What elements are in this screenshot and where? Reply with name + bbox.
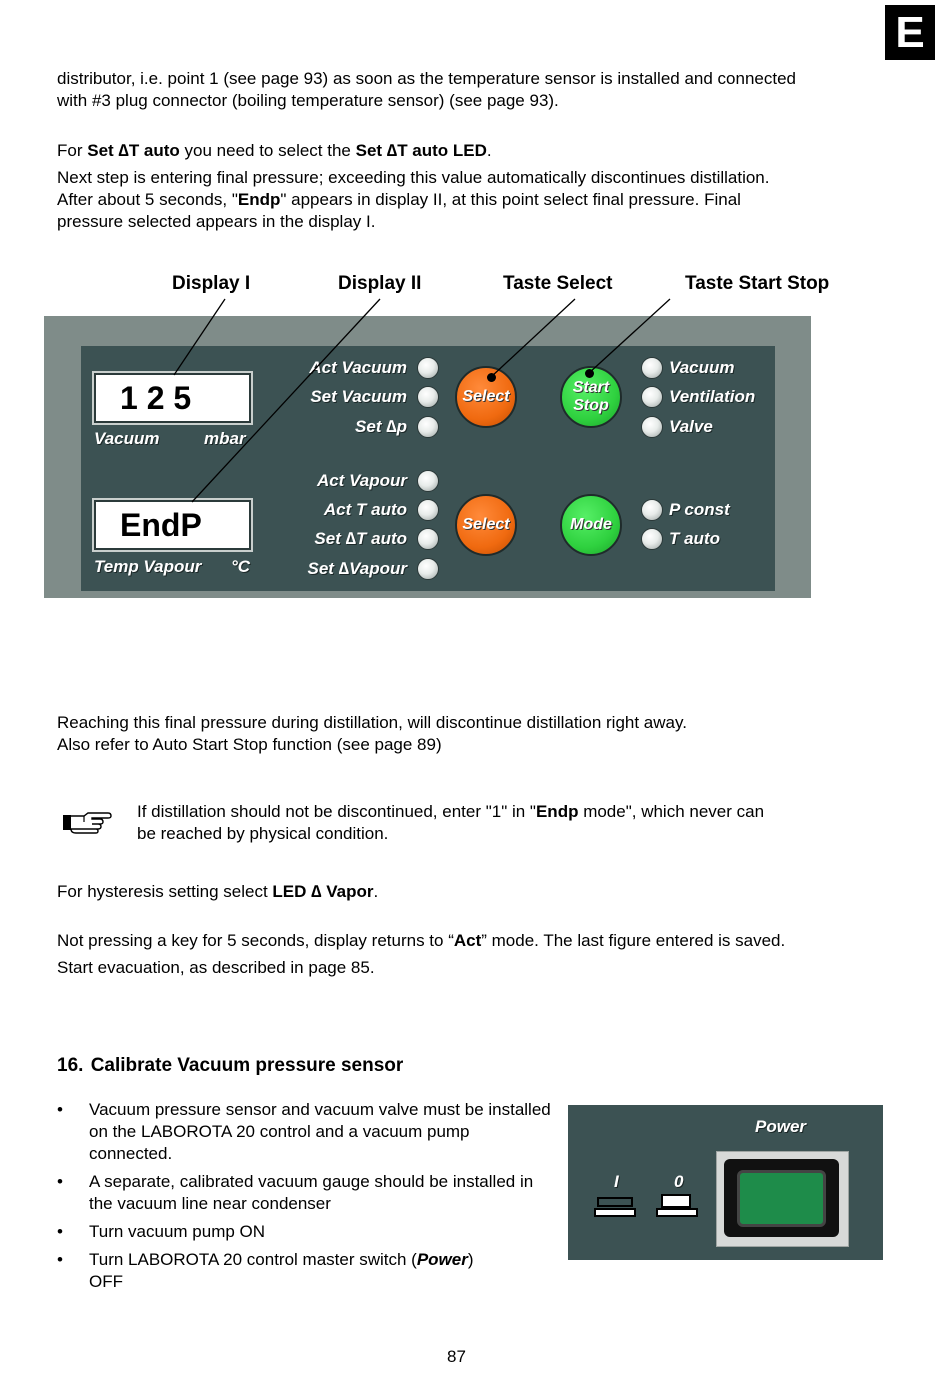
- not-pressing-suffix: ” mode. The last figure entered is saved.: [481, 931, 786, 950]
- led-label-t-auto: T auto: [669, 529, 720, 548]
- bullet4-suffix: ): [467, 1250, 474, 1269]
- power-bold: Power: [416, 1250, 468, 1269]
- power-title: Power: [755, 1117, 807, 1136]
- set-t-auto-bold: Set ∆T auto: [87, 141, 180, 160]
- set-t-auto-led-bold: Set ∆T auto LED: [355, 141, 487, 160]
- set-t-auto-prefix: For: [57, 141, 88, 160]
- intro-line-1: distributor, i.e. point 1 (see page 93) as soon as the temperature sensor is installed and connected: [57, 69, 797, 88]
- start-stop-line-1: Start: [572, 379, 610, 396]
- led-label-act-vapour: Act Vapour: [316, 471, 407, 490]
- callout-line-start-stop: [589, 299, 670, 373]
- power-off-label: 0: [674, 1172, 684, 1191]
- note-line-1-prefix: If distillation should not be discontinued, enter "1" in ": [137, 802, 536, 821]
- section-heading: [57, 1054, 403, 1078]
- set-t-auto-middle: you need to select the: [179, 141, 356, 160]
- display-1: 1 2 5: [92, 371, 253, 425]
- section-tab-marker: E: [885, 5, 935, 60]
- next-step-line-2-prefix: After about 5 seconds, ": [57, 190, 238, 209]
- callout-lines: [0, 0, 950, 620]
- reaching-line-1: Reaching this final pressure during distillation, will discontinue distillation right away.: [57, 713, 687, 732]
- label-display-2: Display II: [338, 273, 422, 294]
- note-endp-bold: Endp: [535, 802, 579, 821]
- label-taste-start-stop: Taste Start Stop: [685, 273, 830, 294]
- led-label-act-vacuum: Act Vacuum: [309, 358, 407, 377]
- pointing-hand-icon: [62, 810, 112, 834]
- label-taste-select: Taste Select: [503, 273, 613, 294]
- display-2-label-celsius: °C: [231, 557, 251, 576]
- power-panel: [568, 1105, 883, 1260]
- note-paragraph: [137, 801, 877, 845]
- note-line-1: [137, 801, 877, 823]
- hysteresis-suffix: .: [373, 882, 379, 901]
- led-label-set-delta-t-auto: Set ∆T auto: [314, 529, 407, 548]
- not-pressing-paragraph: [57, 930, 897, 952]
- not-pressing-prefix: Not pressing a key for 5 seconds, display returns to “: [57, 931, 454, 950]
- hysteresis-prefix: For hysteresis setting select: [57, 882, 273, 901]
- intro-line-2: with #3 plug connector (boiling temperature sensor) (see page 93).: [57, 91, 559, 110]
- led-label-set-vacuum: Set Vacuum: [310, 387, 407, 406]
- note-line-2: be reached by physical condition.: [137, 824, 389, 843]
- reaching-line-2: Also refer to Auto Start Stop function (see page 89): [57, 735, 442, 754]
- calibration-steps-list: [57, 1099, 557, 1299]
- bullet4-line-2: OFF: [89, 1272, 123, 1291]
- start-evacuation-paragraph: Start evacuation, as described in page 85.: [57, 958, 375, 977]
- callout-dot-start-stop: [585, 369, 594, 378]
- bullet4-prefix: Turn LABOROTA 20 control master switch (: [89, 1250, 417, 1269]
- display-1-label-mbar: mbar: [204, 429, 246, 448]
- display-2: EndP: [92, 498, 253, 552]
- label-display-1: Display I: [172, 273, 251, 294]
- next-step-line-3: pressure selected appears in the display I.: [57, 212, 376, 231]
- led-label-ventilation: Ventilation: [669, 387, 756, 406]
- power-switch-housing: [716, 1151, 849, 1247]
- select-button-bottom[interactable]: Select: [455, 494, 517, 556]
- callout-dot-select: [487, 373, 496, 382]
- next-step-line-1: Next step is entering final pressure; exceeding this value automatically discontinues distillation.: [57, 168, 770, 187]
- led-label-vacuum: Vacuum: [669, 358, 735, 377]
- led-label-act-t-auto: Act T auto: [323, 500, 407, 519]
- power-on-label: I: [614, 1172, 619, 1191]
- callout-line-select: [491, 299, 575, 377]
- select-button-top[interactable]: Select: [455, 366, 517, 428]
- list-item: • Turn vacuum pump ON: [57, 1221, 557, 1243]
- display-1-label-vacuum: Vacuum: [94, 429, 160, 448]
- list-item: • Vacuum pressure sensor and vacuum valve must be installed on the LABOROTA 20 control and a vacuum pump connected.: [57, 1099, 557, 1165]
- led-label-set-delta-vapour: Set ∆Vapour: [307, 559, 407, 578]
- endp-bold: Endp: [237, 190, 281, 209]
- display-2-label-temp-vapour: Temp Vapour: [94, 557, 202, 576]
- next-step-line-2-suffix: " appears in display II, at this point select final pressure. Final: [280, 190, 741, 209]
- led-label-valve: Valve: [669, 417, 713, 436]
- led-label-set-delta-p: Set ∆p: [355, 417, 407, 436]
- act-bold: Act: [453, 931, 482, 950]
- callout-line-display-2: [192, 299, 380, 502]
- power-off-symbol-icon: [654, 1193, 702, 1219]
- reaching-paragraph: [57, 712, 897, 756]
- led-label-p-const: P const: [669, 500, 730, 519]
- hysteresis-bold: LED ∆ Vapor: [272, 882, 374, 901]
- note-line-1-suffix: mode", which never can: [578, 802, 765, 821]
- section-number: 16.: [57, 1055, 84, 1076]
- list-item: [57, 1249, 557, 1293]
- page-number: 87: [447, 1347, 466, 1366]
- section-title: Calibrate Vacuum pressure sensor: [90, 1055, 404, 1076]
- set-t-auto-suffix: .: [486, 141, 492, 160]
- power-on-symbol-icon: [592, 1195, 640, 1219]
- callout-line-display-1: [174, 299, 225, 375]
- list-item: • A separate, calibrated vacuum gauge should be installed in the vacuum line near condenser: [57, 1171, 557, 1215]
- hysteresis-paragraph: [57, 881, 897, 903]
- power-switch[interactable]: [737, 1170, 826, 1227]
- mode-button[interactable]: Mode: [560, 494, 622, 556]
- start-stop-line-2: Stop: [573, 397, 609, 414]
